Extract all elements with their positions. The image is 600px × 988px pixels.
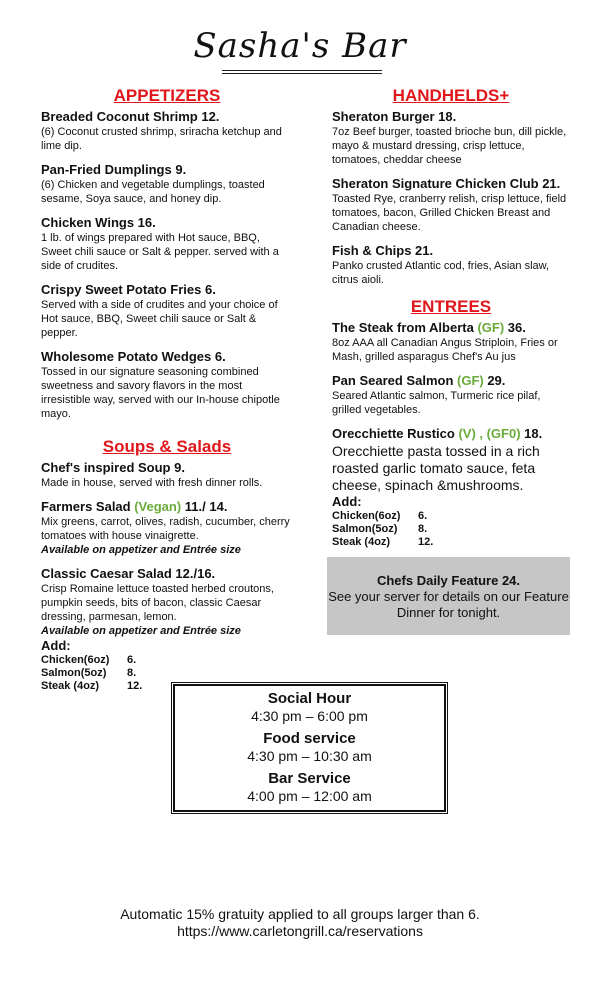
item-description: Served with a side of crudites and your choice of Hot sauce, BBQ, Sweet chili sauce or Salt & pepper.: [41, 299, 278, 339]
item-name-text: Farmers Salad: [41, 499, 135, 514]
menu-item: [41, 349, 293, 421]
item-description: Orecchiette pasta tossed in a rich roasted garlic tomato sauce, feta cheese, spinach &mushrooms.: [332, 443, 540, 493]
item-price: 29.: [483, 373, 506, 388]
item-price: 36.: [504, 320, 526, 335]
menu-item: [332, 243, 570, 287]
daily-feature-box: [327, 557, 570, 635]
item-description: Tossed in our signature seasoning combined sweetness and savory flavors in the most irresistible way, served with our In-house chipotle mayo.: [41, 366, 280, 420]
size-note: Available on appetizer and Entrée size: [41, 544, 241, 556]
hours-time: 4:00 pm – 12:00 am: [247, 788, 372, 804]
item-price: 11./ 14.: [181, 499, 228, 514]
item-name-text: Pan Seared Salmon: [332, 373, 457, 388]
item-name: Pan-Fried Dumplings 9.: [41, 162, 187, 177]
item-description: (6) Coconut crusted shrimp, sriracha ketchup and lime dip.: [41, 126, 282, 152]
left-column: [41, 86, 293, 693]
item-description: Panko crusted Atlantic cod, fries, Asian slaw, citrus aioli.: [332, 260, 550, 286]
hours-title: Bar Service: [268, 770, 351, 787]
hours-title: Food service: [263, 730, 356, 747]
entrees-title: ENTREES: [410, 297, 492, 316]
item-description: 1 lb. of wings prepared with Hot sauce, BBQ, Sweet chili sauce or Salt & pepper. served with a side of crudites.: [41, 232, 279, 272]
menu-item: [41, 460, 293, 490]
add-on-item: Steak (4oz): [332, 536, 391, 548]
add-on-row: [332, 536, 570, 549]
item-description: 8oz AAA all Canadian Angus Striploin, Fries or Mash, grilled asparagus Chef's Au jus: [332, 337, 558, 363]
dietary-tag: (V) , (GF0): [458, 426, 521, 441]
item-name: Chicken Wings 16.: [41, 215, 156, 230]
add-on-price: 12.: [127, 680, 143, 692]
menu-item: [332, 176, 570, 234]
item-description: Toasted Rye, cranberry relish, crisp lettuce, field tomatoes, bacon, Grilled Chicken Breast and Canadian cheese.: [332, 193, 567, 233]
item-description: Made in house, served with fresh dinner rolls.: [41, 477, 263, 489]
add-on-price: 8.: [127, 667, 137, 679]
menu-item: [41, 162, 293, 206]
logo: [0, 26, 600, 66]
menu-item: [332, 109, 570, 167]
add-on-item: Salmon(5oz): [332, 523, 398, 535]
reservations-link[interactable]: https://www.carletongrill.ca/reservations: [177, 923, 423, 939]
add-on-price: 12.: [418, 536, 434, 548]
logo-rule-secondary: [222, 73, 382, 74]
item-name-text: Orecchiette Rustico: [332, 426, 459, 441]
menu-item: [41, 282, 293, 340]
item-name: Crispy Sweet Potato Fries 6.: [41, 282, 216, 297]
footer: [0, 906, 600, 940]
menu-item: [332, 373, 570, 417]
item-name: Fish & Chips 21.: [332, 243, 434, 258]
item-description: (6) Chicken and vegetable dumplings, toasted sesame, Soya sauce, and honey dip.: [41, 179, 265, 205]
right-column: [332, 86, 570, 549]
item-name: [41, 499, 293, 515]
dietary-tag: (GF): [457, 373, 484, 388]
item-name: Classic Caesar Salad 12./16.: [41, 566, 216, 581]
add-on-price: 8.: [418, 523, 428, 535]
item-name: Wholesome Potato Wedges 6.: [41, 349, 226, 364]
add-on-row: [41, 667, 293, 680]
add-on-item: Steak (4oz): [41, 680, 100, 692]
item-description: Seared Atlantic salmon, Turmeric rice pilaf, grilled vegetables.: [332, 390, 541, 416]
item-name-text: The Steak from Alberta: [332, 320, 478, 335]
menu-item: [332, 320, 570, 364]
item-name: [332, 373, 570, 389]
item-name: [332, 320, 570, 336]
add-on-price: 6.: [127, 654, 137, 666]
feature-description: See your server for details on our Feature Dinner for tonight.: [328, 589, 569, 620]
logo-rule: [222, 70, 382, 71]
dietary-tag: (GF): [477, 320, 505, 335]
add-label: Add:: [41, 638, 71, 653]
menu-item: [41, 499, 293, 557]
item-name: Sheraton Signature Chicken Club 21.: [332, 176, 561, 191]
hours-box: [173, 684, 446, 812]
handhelds-title: HANDHELDS+: [392, 86, 510, 105]
add-on-row: [41, 654, 293, 667]
add-on-row: [332, 510, 570, 523]
hours-time: 4:30 pm – 10:30 am: [247, 748, 372, 764]
dietary-tag: (Vegan): [134, 499, 182, 514]
item-name: Sheraton Burger 18.: [332, 109, 457, 124]
menu-item: [332, 426, 570, 494]
item-name: Breaded Coconut Shrimp 12.: [41, 109, 220, 124]
menu-item: [41, 215, 293, 273]
appetizers-title: APPETIZERS: [113, 86, 221, 105]
item-description: Crisp Romaine lettuce toasted herbed croutons, pumpkin seeds, bits of bacon, classic Caesar dressing, parmesan, lemon.: [41, 583, 274, 623]
item-description: Mix greens, carrot, olives, radish, cucumber, cherry tomatoes with house vinaigrette.: [41, 516, 290, 542]
gratuity-notice: Automatic 15% gratuity applied to all groups larger than 6.: [120, 906, 480, 922]
add-on-item: Chicken(6oz): [332, 510, 401, 522]
soups-salads-title: Soups & Salads: [102, 437, 232, 456]
item-description: 7oz Beef burger, toasted brioche bun, dill pickle, mayo & mustard dressing, crisp lettuce, tomatoes, cheddar cheese: [332, 126, 567, 166]
add-on-row: [332, 523, 570, 536]
item-price: 18.: [520, 426, 543, 441]
item-name: [332, 426, 570, 442]
menu-item: [41, 109, 293, 153]
add-on-price: 6.: [418, 510, 428, 522]
hours-title: Social Hour: [267, 690, 352, 707]
size-note: Available on appetizer and Entrée size: [41, 625, 241, 637]
add-on-item: Salmon(5oz): [41, 667, 107, 679]
hours-time: 4:30 pm – 6:00 pm: [251, 708, 368, 724]
menu-item: [41, 566, 293, 638]
logo-text: Sasha's Bar: [193, 26, 407, 66]
add-label: Add:: [332, 494, 362, 509]
add-on-item: Chicken(6oz): [41, 654, 110, 666]
feature-title: Chefs Daily Feature 24.: [376, 573, 521, 588]
item-name: Chef's inspired Soup 9.: [41, 460, 185, 475]
